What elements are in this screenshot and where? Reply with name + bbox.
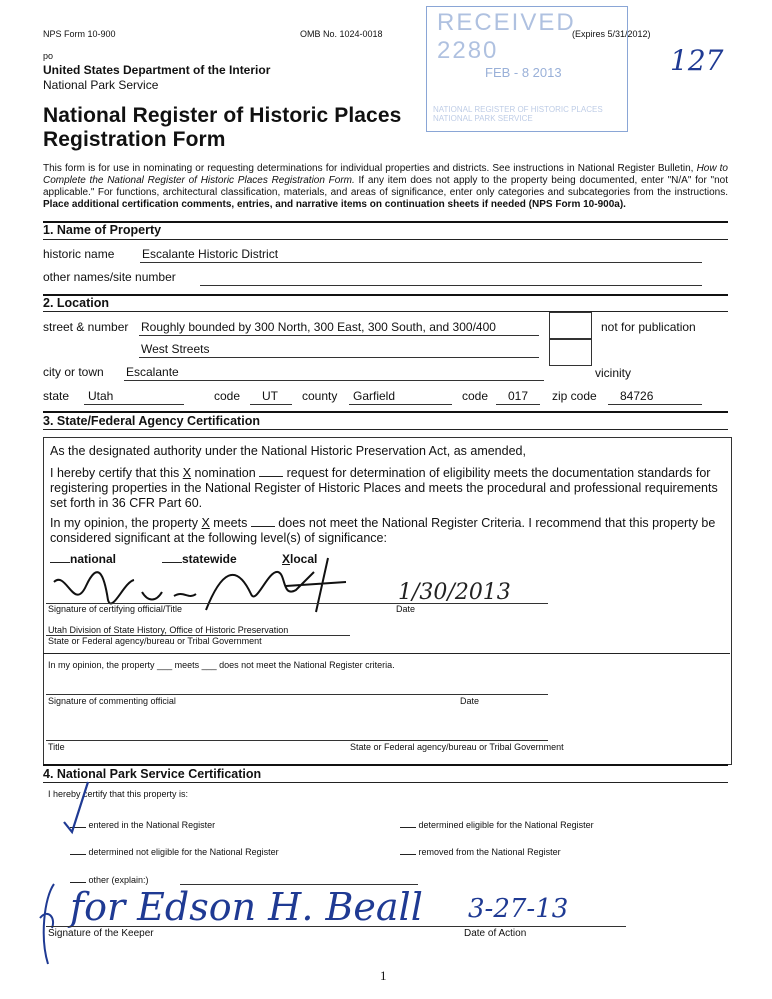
historic-name-underline [140, 262, 702, 263]
section4-heading-rule [43, 782, 728, 783]
section2-top-rule [43, 294, 728, 296]
street-value-line2[interactable]: West Streets [141, 342, 210, 356]
section1-heading: 1. Name of Property [43, 223, 162, 237]
option-removed[interactable]: removed from the National Register [400, 847, 561, 857]
section3-heading-rule [43, 429, 728, 430]
certify-statement: I hereby certify that this X nomination request for determination of eligibility meets the documentation standards for registering properties in the National Register of Historic Places and meets the procedural and professional requirements set forth in 36 CFR Part 60. [50, 466, 718, 510]
state-value[interactable]: Utah [88, 389, 114, 403]
opinion-statement: In my opinion, the property X meets does not meet the National Register Criteria. I recommend that this property be considered significant at the following level(s) of significance: [50, 516, 716, 545]
not-for-publication-label: not for publication [601, 320, 696, 334]
omb-number: OMB No. 1024-0018 [300, 29, 383, 39]
commenting-signature-label: Signature of commenting official [48, 696, 176, 706]
agency-name: Utah Division of State History, Office of Historic Preservation [48, 625, 289, 635]
keeper-signature-flourish [34, 878, 74, 968]
commenting-signature-line [46, 694, 548, 695]
comment-opinion: In my opinion, the property ___ meets ___ does not meet the National Register criteria. [48, 660, 395, 670]
title-label: Title [48, 742, 65, 752]
county-value[interactable]: Garfield [353, 389, 396, 403]
received-stamp [426, 6, 628, 132]
city-underline [124, 380, 544, 381]
stamp-received-text: RECEIVED 2280 [437, 9, 576, 64]
signature-date-label: Date [396, 604, 416, 614]
service-name: National Park Service [43, 78, 159, 92]
nps-certify-intro: I hereby certify that this property is: [48, 789, 189, 799]
form-title-line1: National Register of Historic Places [43, 104, 402, 127]
signature-official-label: Signature of certifying official/Title [48, 604, 183, 614]
handwritten-action-date: 3-27-13 [468, 894, 569, 924]
po-note: po [43, 51, 54, 61]
zip-value[interactable]: 84726 [620, 389, 654, 403]
entered-checkmark [60, 778, 94, 838]
level-national[interactable]: national [50, 552, 116, 566]
form-title-line2: Registration Form [43, 128, 226, 151]
street-label: street & number [43, 320, 129, 334]
section4-heading: 4. National Park Service Certification [43, 767, 262, 781]
not-for-publication-checkbox[interactable] [549, 312, 592, 340]
state-code-value[interactable]: UT [262, 389, 278, 403]
state-code-label: code [214, 389, 241, 403]
handwritten-certification-date: 1/30/2013 [398, 580, 511, 605]
handwritten-page-count: 127 [670, 44, 724, 77]
state-label: state [43, 389, 70, 403]
street-underline-2 [139, 357, 539, 358]
does-not-meet-blank[interactable] [251, 526, 275, 527]
keeper-signature-label: Signature of the Keeper [48, 928, 154, 939]
option-other[interactable]: other (explain:) [70, 875, 149, 885]
date-of-action-label: Date of Action [464, 928, 527, 939]
title-line [46, 740, 548, 741]
expiration-date: (Expires 5/31/2012) [572, 29, 651, 39]
request-blank[interactable] [259, 476, 283, 477]
city-label: city or town [43, 365, 104, 379]
county-code-underline [496, 404, 540, 405]
county-code-value[interactable]: 017 [508, 389, 529, 403]
county-code-label: code [462, 389, 489, 403]
street-value-line1[interactable]: Roughly bounded by 300 North, 300 East, 300 South, and 300/400 [141, 320, 496, 334]
commenting-date-label: Date [460, 696, 480, 706]
county-underline [349, 404, 452, 405]
city-value[interactable]: Escalante [126, 365, 179, 379]
historic-name-value[interactable]: Escalante Historic District [142, 247, 279, 261]
authority-statement: As the designated authority under the National Historic Preservation Act, as amended, [50, 444, 526, 458]
zip-underline [608, 404, 702, 405]
agency-label: State or Federal agency/bureau or Tribal Government [48, 636, 262, 646]
keeper-signature: for Edson H. Beall [70, 885, 423, 929]
section2-heading: 2. Location [43, 296, 109, 310]
department-name: United States Department of the Interior [43, 63, 271, 77]
vicinity-label: vicinity [595, 366, 632, 380]
state-underline [84, 404, 184, 405]
vicinity-checkbox[interactable] [549, 338, 592, 366]
agency-label-2: State or Federal agency/bureau or Tribal Government [350, 742, 564, 752]
option-entered[interactable]: entered in the National Register [70, 820, 215, 830]
historic-name-label: historic name [43, 247, 115, 261]
other-names-label: other names/site number [43, 270, 176, 284]
comment-divider [43, 653, 730, 654]
state-code-underline [250, 404, 292, 405]
zip-label: zip code [552, 389, 597, 403]
stamp-footer: NATIONAL REGISTER OF HISTORIC PLACES NATIONAL PARK SERVICE [433, 105, 603, 123]
section4-top-rule [43, 764, 728, 766]
level-statewide[interactable]: statewide [162, 552, 237, 566]
form-number: NPS Form 10-900 [43, 29, 116, 39]
street-underline-1 [139, 335, 539, 336]
option-determined-eligible[interactable]: determined eligible for the National Register [400, 820, 594, 830]
page-number: 1 [380, 968, 387, 983]
section1-heading-rule [43, 239, 728, 240]
other-names-underline [200, 285, 702, 286]
meets-mark[interactable]: X [201, 516, 210, 530]
county-label: county [302, 389, 338, 403]
section3-top-rule [43, 411, 728, 413]
option-not-eligible[interactable]: determined not eligible for the National Register [70, 847, 279, 857]
nomination-mark[interactable]: X [182, 466, 192, 480]
keeper-signature-line [46, 926, 626, 927]
instructions-paragraph: This form is for use in nominating or requesting determinations for individual properties and districts. See instructions in National Register Bulletin, How to Complete the National Register of Historic Places Registration Form. If any item does not apply to the property being documented, enter "N/A" for "not applicable." For functions, architectural classification, materials, and areas of significance, enter only categories and subcategories from the instructions. Place additional certification comments, entries, and narrative items on continuation sheets if needed (NPS Form 10-900a). [43, 163, 728, 210]
section2-heading-rule [43, 311, 728, 312]
level-local[interactable]: Xlocal [282, 552, 318, 566]
section3-heading: 3. State/Federal Agency Certification [43, 414, 260, 428]
stamp-date: FEB - 8 2013 [485, 65, 562, 80]
